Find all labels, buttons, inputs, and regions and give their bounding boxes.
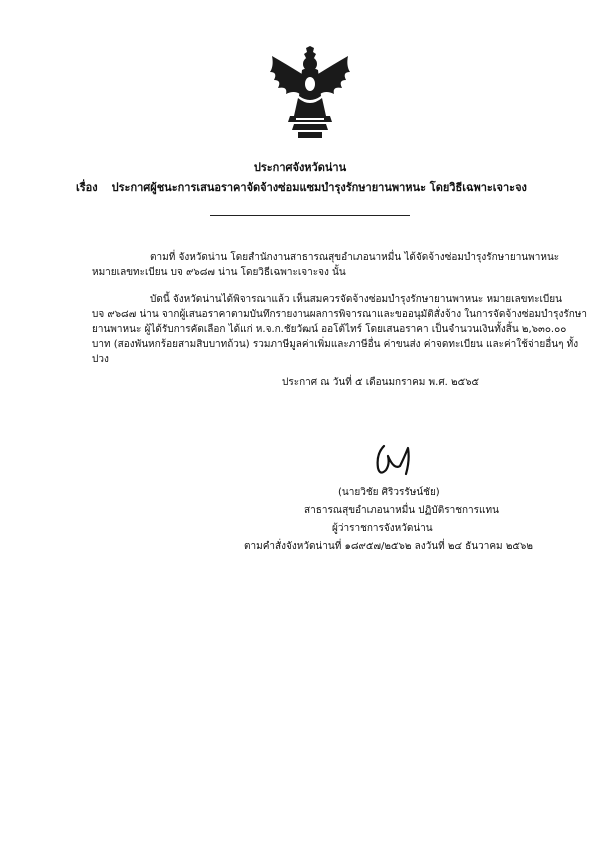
announcement-date: ประกาศ ณ วันที่ ๕ เดือนมกราคม พ.ศ. ๒๕๖๕ — [282, 377, 480, 388]
paragraph-2-line-3: ยานพาหนะ ผู้ได้รับการคัดเลือก ได้แก่ ห.จ.ก.ชัยวัฒน์ ออโต้ไทร์ โดยเสนอราคา เป็นจำนวนเงินทั้งสิ้น ๒,๖๓๐.๐๐ — [92, 324, 567, 335]
paragraph-1-line-1: ตามที่ จังหวัดน่าน โดยสำนักงานสาธารณสุขอำเภอนาหมื่น ได้จัดจ้างซ่อมบำรุงรักษายานพาหนะ — [150, 252, 560, 263]
paragraph-2-line-1: บัดนี้ จังหวัดน่านได้พิจารณาแล้ว เห็นสมควรจัดจ้างซ่อมบำรุงรักษายานพาหนะ หมายเลขทะเบียน — [150, 294, 562, 305]
divider — [210, 215, 410, 216]
paragraph-2-line-4: บาท (สองพันหกร้อยสามสิบบาทถ้วน) รวมภาษีมูลค่าเพิ่มและภาษีอื่น ค่าขนส่ง ค่าจดทะเบียน และค่าใช้จ่ายอื่นๆ ทั้ง — [92, 339, 579, 350]
subject-line — [76, 178, 556, 196]
garuda-emblem-icon — [268, 46, 352, 138]
signer-acting-for: ผู้ว่าราชการจังหวัดน่าน — [332, 523, 433, 534]
signer-position: สาธารณสุขอำเภอนาหมื่น ปฏิบัติราชการแทน — [304, 505, 499, 516]
announcement-title: ประกาศจังหวัดน่าน — [253, 161, 347, 174]
paragraph-1-line-2: หมายเลขทะเบียน บจ ๙๖๘๗ น่าน โดยวิธีเฉพาะเจาะจง นั้น — [92, 267, 346, 278]
signer-name: (นายวิชัย ศิริวรรัษน์ชัย) — [338, 487, 440, 498]
handwritten-signature-icon — [370, 440, 418, 480]
subject-label: เรื่อง — [76, 181, 98, 194]
subject-text: ประกาศผู้ชนะการเสนอราคาจัดจ้างซ่อมแซมบำรุงรักษายานพาหนะ โดยวิธีเฉพาะเจาะจง — [111, 181, 527, 194]
paragraph-2-line-2: บจ ๙๖๘๗ น่าน จากผู้เสนอราคาตามบันทึกรายงานผลการพิจารณาและขออนุมัติสั่งจ้าง ในการจัดจ้างซ่อมบำรุงรักษา — [92, 309, 587, 320]
paragraph-2-line-5: ปวง — [92, 354, 109, 365]
order-reference: ตามคำสั่งจังหวัดน่านที่ ๑๘๙๕๗/๒๕๖๒ ลงวันที่ ๒๔ ธันวาคม ๒๕๖๒ — [244, 541, 533, 552]
